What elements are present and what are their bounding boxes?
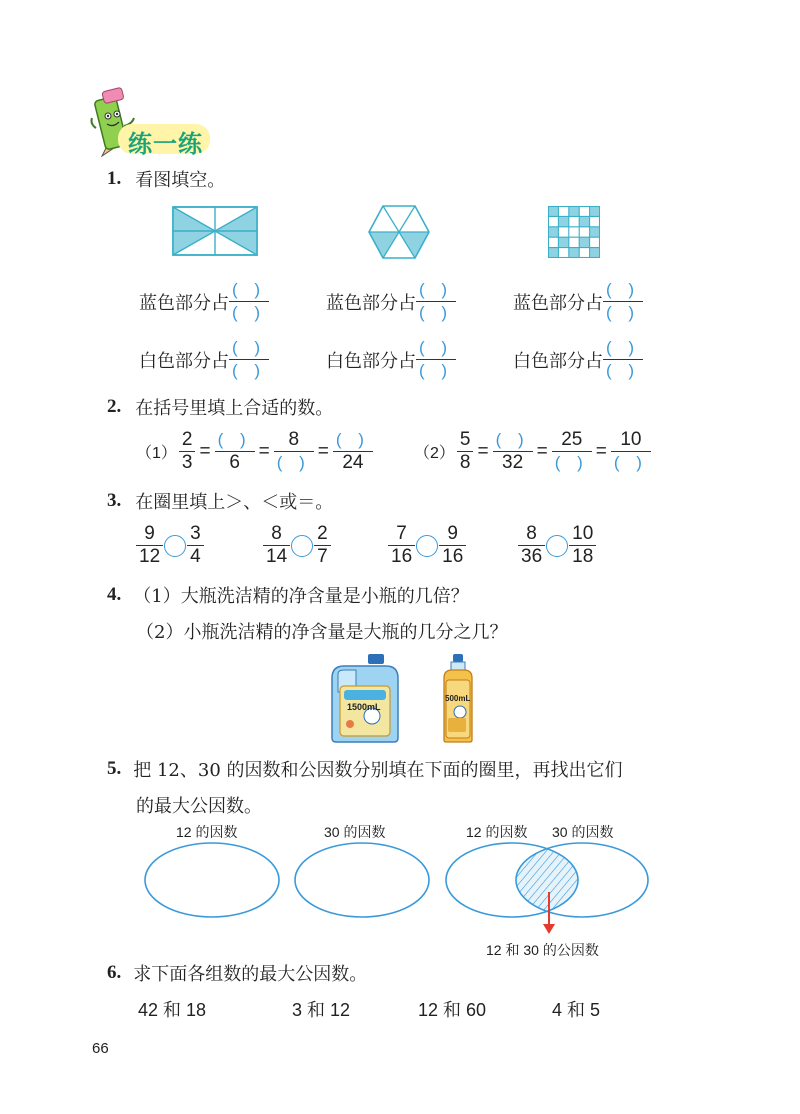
venn-factors-30-label: 30 的因数 (552, 824, 614, 840)
question-6 (107, 960, 367, 986)
compare-pair-4 (518, 524, 596, 567)
numerator-blank[interactable]: ( ) (606, 338, 641, 357)
fraction-numerator: 8 (271, 523, 282, 544)
compare-pair-2 (263, 524, 331, 567)
fraction-denominator: 14 (266, 546, 288, 567)
rect-white-answer (139, 338, 269, 381)
question-text: 在圈里填上＞、＜或＝。 (135, 492, 334, 513)
equals-sign: = (595, 440, 607, 462)
factors-12-label: 12 的因数 (176, 824, 238, 840)
fraction-numerator: 9 (447, 523, 458, 544)
question-number: 4. (107, 584, 122, 605)
part-label: （2） (414, 445, 455, 462)
fraction-numerator: 2 (317, 523, 328, 544)
rect-blue-answer (139, 280, 269, 323)
compare-circle[interactable] (416, 535, 438, 557)
fraction-denominator: 24 (342, 452, 364, 473)
fraction-denominator: 16 (391, 546, 413, 567)
small-bottle (440, 652, 476, 744)
number-group-3: 12 和 60 (418, 1000, 487, 1020)
question-text: （1）大瓶洗洁精的净含量是小瓶的几倍？ (133, 586, 469, 607)
venn-diagram (140, 840, 660, 940)
hexagon-figure (368, 204, 430, 260)
numerator-blank[interactable]: ( ) (217, 430, 252, 449)
question-3 (107, 488, 333, 514)
fraction-denominator: 4 (190, 546, 201, 567)
question-text: 看图填空。 (135, 170, 226, 191)
numerator-blank[interactable]: ( ) (232, 280, 267, 299)
equals-sign: = (199, 440, 211, 462)
question-text: 在括号里填上合适的数。 (135, 398, 334, 419)
question-number: 1. (107, 168, 122, 189)
number-group-1: 42 和 18 (138, 1000, 207, 1020)
question-number: 2. (107, 396, 122, 417)
rectangle-figure (172, 206, 258, 256)
compare-pair-1 (136, 524, 204, 567)
hex-blue-answer (326, 280, 456, 323)
question-number: 6. (107, 962, 122, 983)
blue-part-label: 蓝色部分占 (326, 292, 416, 314)
compare-circle[interactable] (291, 535, 313, 557)
equals-sign: = (536, 440, 548, 462)
fraction-denominator: 3 (181, 452, 193, 473)
denominator-blank[interactable]: ( ) (232, 361, 267, 380)
fraction-denominator: 18 (572, 546, 594, 567)
denominator-blank[interactable]: ( ) (232, 303, 267, 322)
question-number: 3. (107, 490, 122, 511)
compare-pair-3 (388, 524, 466, 567)
white-part-label: 白色部分占 (513, 350, 603, 372)
fraction-denominator: 16 (442, 546, 464, 567)
question-5-line-2: 的最大公因数。 (136, 796, 262, 817)
denominator-blank[interactable]: ( ) (606, 361, 641, 380)
big-bottle-icon (326, 652, 404, 744)
hex-white-answer (326, 338, 456, 381)
fraction-denominator: 36 (521, 546, 543, 567)
fraction-numerator: 25 (561, 429, 583, 450)
practice-header (84, 84, 214, 162)
grid-white-answer (513, 338, 643, 381)
page-number: 66 (92, 1040, 109, 1057)
fraction-numerator: 9 (144, 523, 155, 544)
equals-sign: = (317, 440, 329, 462)
question-5 (107, 756, 623, 782)
numerator-blank[interactable]: ( ) (419, 280, 454, 299)
small-bottle-volume: 500mL (445, 694, 471, 703)
number-group-4: 4 和 5 (552, 1000, 601, 1020)
fraction-numerator: 10 (572, 523, 594, 544)
question-4-sub-2: （2）小瓶洗洁精的净含量是大瓶的几分之几？ (136, 622, 508, 643)
fraction-numerator: 7 (396, 523, 407, 544)
white-part-label: 白色部分占 (139, 350, 229, 372)
fraction-denominator: 7 (317, 546, 328, 567)
white-part-label: 白色部分占 (326, 350, 416, 372)
compare-circle[interactable] (164, 535, 186, 557)
venn-factors-12-label: 12 的因数 (466, 824, 528, 840)
grid-blue-answer (513, 280, 643, 323)
fraction-numerator: 8 (288, 429, 300, 450)
fraction-numerator: 10 (620, 429, 642, 450)
question-number: 5. (107, 758, 122, 779)
q2-part-2 (414, 430, 651, 473)
fraction-denominator: 32 (502, 452, 524, 473)
fraction-denominator: 6 (229, 452, 240, 473)
factors-30-label: 30 的因数 (324, 824, 386, 840)
q2-part-1 (136, 430, 373, 473)
fraction-denominator: 12 (139, 546, 161, 567)
blue-part-label: 蓝色部分占 (513, 292, 603, 314)
denominator-blank[interactable]: ( ) (419, 361, 454, 380)
denominator-blank[interactable]: ( ) (276, 453, 311, 472)
blue-part-label: 蓝色部分占 (139, 292, 229, 314)
question-2 (107, 394, 333, 420)
numerator-blank[interactable]: ( ) (495, 430, 530, 449)
denominator-blank[interactable]: ( ) (419, 303, 454, 322)
question-4 (107, 582, 469, 608)
fraction-numerator: 2 (181, 429, 193, 450)
factors-30-ellipse[interactable] (295, 843, 429, 917)
fraction-numerator: 5 (459, 429, 471, 450)
compare-circle[interactable] (546, 535, 568, 557)
part-label: （1） (136, 445, 177, 462)
fraction-numerator: 8 (526, 523, 537, 544)
number-group-2: 3 和 12 (292, 1000, 351, 1020)
common-factors-label: 12 和 30 的公因数 (486, 942, 599, 958)
grid-figure (548, 206, 600, 258)
question-text: 把 12、30 的因数和公因数分别填在下面的圈里，再找出它们 (133, 760, 623, 781)
denominator-blank[interactable]: ( ) (613, 453, 648, 472)
factors-12-ellipse[interactable] (145, 843, 279, 917)
question-text: 求下面各组数的最大公因数。 (133, 964, 368, 985)
fraction-numerator: 3 (190, 523, 201, 544)
numerator-blank[interactable]: ( ) (606, 280, 641, 299)
numerator-blank[interactable]: ( ) (335, 430, 370, 449)
equals-sign: = (477, 440, 489, 462)
equals-sign: = (258, 440, 270, 462)
denominator-blank[interactable]: ( ) (606, 303, 641, 322)
arrow-head-icon (543, 924, 555, 934)
numerator-blank[interactable]: ( ) (419, 338, 454, 357)
numerator-blank[interactable]: ( ) (232, 338, 267, 357)
header-title: 练一练 (128, 130, 203, 158)
denominator-blank[interactable]: ( ) (554, 453, 589, 472)
question-1 (107, 166, 225, 192)
big-bottle (326, 652, 404, 744)
fraction-denominator: 8 (459, 452, 471, 473)
big-bottle-volume: 1500mL (347, 702, 381, 712)
